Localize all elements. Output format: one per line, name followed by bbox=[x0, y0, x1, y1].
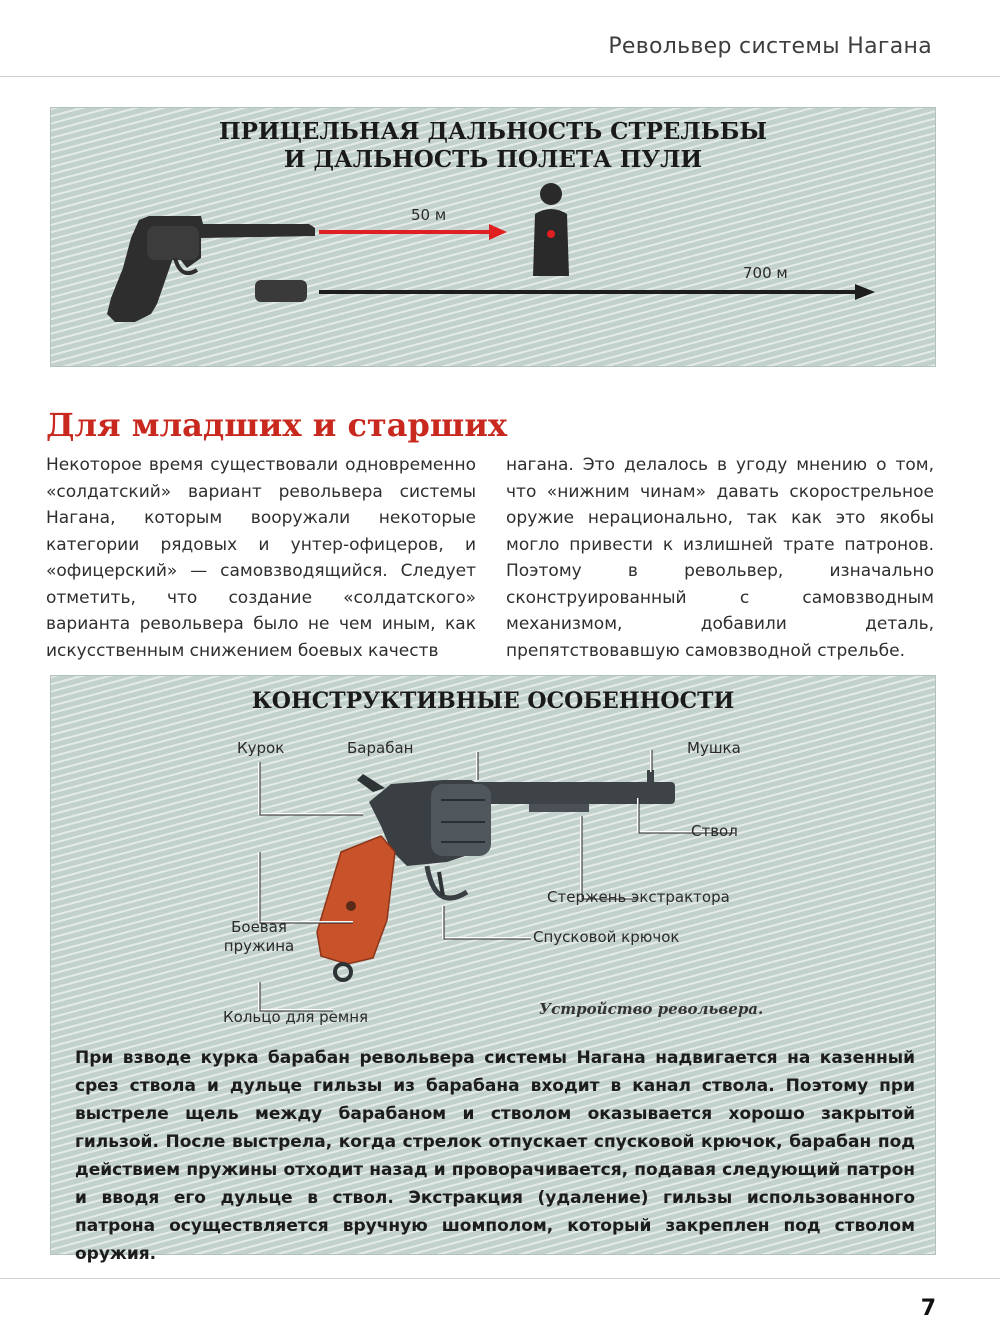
range-panel bbox=[50, 107, 936, 367]
label-cylinder: Барабан bbox=[347, 739, 414, 757]
label-hammer: Курок bbox=[237, 739, 285, 757]
section-heading: Для младших и старших bbox=[46, 406, 508, 444]
running-header: Револьвер системы Нагана bbox=[608, 34, 932, 59]
label-barrel: Ствол bbox=[691, 822, 738, 840]
flight-range-label: 700 м bbox=[743, 264, 788, 282]
range-panel-title-line2: И ДАЛЬНОСТЬ ПОЛЕТА ПУЛИ bbox=[283, 146, 703, 173]
label-trigger: Спусковой крючок bbox=[533, 928, 680, 946]
design-panel bbox=[50, 675, 936, 1264]
range-diagram bbox=[51, 108, 935, 366]
revolver-icon bbox=[317, 770, 675, 980]
label-front-sight: Мушка bbox=[687, 739, 741, 757]
design-panel-title: КОНСТРУКТИВНЫЕ ОСОБЕННОСТИ bbox=[251, 688, 735, 714]
header-divider bbox=[0, 76, 1000, 77]
figure-caption: Устройство револьвера. bbox=[539, 1000, 764, 1018]
revolver-diagram bbox=[51, 676, 935, 1036]
aim-range-label: 50 м bbox=[411, 206, 447, 224]
right-column-text: нагана. Это делалось в угоду мнению о том, что «нижним чинам» давать скорострельное оружие нерационально, так как это якобы могло привести к излишней трате патронов. Поэтому в револьвер, изначально сконструированный с самовзводным механизмом, добавили деталь, препятствовавшую самовзводной стрельбе. bbox=[506, 455, 934, 661]
target-silhouette-icon bbox=[533, 183, 569, 276]
label-mainspring: Боевая пружина bbox=[223, 918, 295, 955]
page-number: 7 bbox=[920, 1296, 936, 1321]
label-lanyard-ring: Кольцо для ремня bbox=[223, 1008, 369, 1026]
cartridge-icon bbox=[255, 280, 307, 302]
left-column-text: Некоторое время существовали одновременно «солдатский» вариант револьвера системы Нагана, которым вооружали некоторые категории рядовых и унтер-офицеров, и «офицерский» — самовзводящийся. Следует отметить, что создание «солдатского» варианта револьвера было не чем иным, как искусственным снижением боевых качеств bbox=[46, 455, 476, 661]
label-extractor-rod: Стержень экстрактора bbox=[547, 888, 730, 906]
design-panel-body-text: При взводе курка барабан револьвера системы Нагана надвигается на казенный срез ствола и дульце гильзы из барабана входит в канал ствола. Поэтому при выстреле щель между барабаном и стволом оказывается хорошо закрытой гильзой. После выстрела, когда стрелок отпускает спусковой крючок, барабан под действием пружины отходит назад и проворачивается, подавая следующий патрон и вводя его дульце в ствол. Экстракция (удаление) гильзы использованного патрона осуществляется вручную шомполом, который закреплен под стволом оружия. bbox=[75, 1048, 915, 1264]
range-panel-title-line1: ПРИЦЕЛЬНАЯ ДАЛЬНОСТЬ СТРЕЛЬБЫ bbox=[218, 118, 768, 145]
revolver-silhouette-icon bbox=[107, 216, 315, 322]
footer-divider bbox=[0, 1278, 1000, 1279]
